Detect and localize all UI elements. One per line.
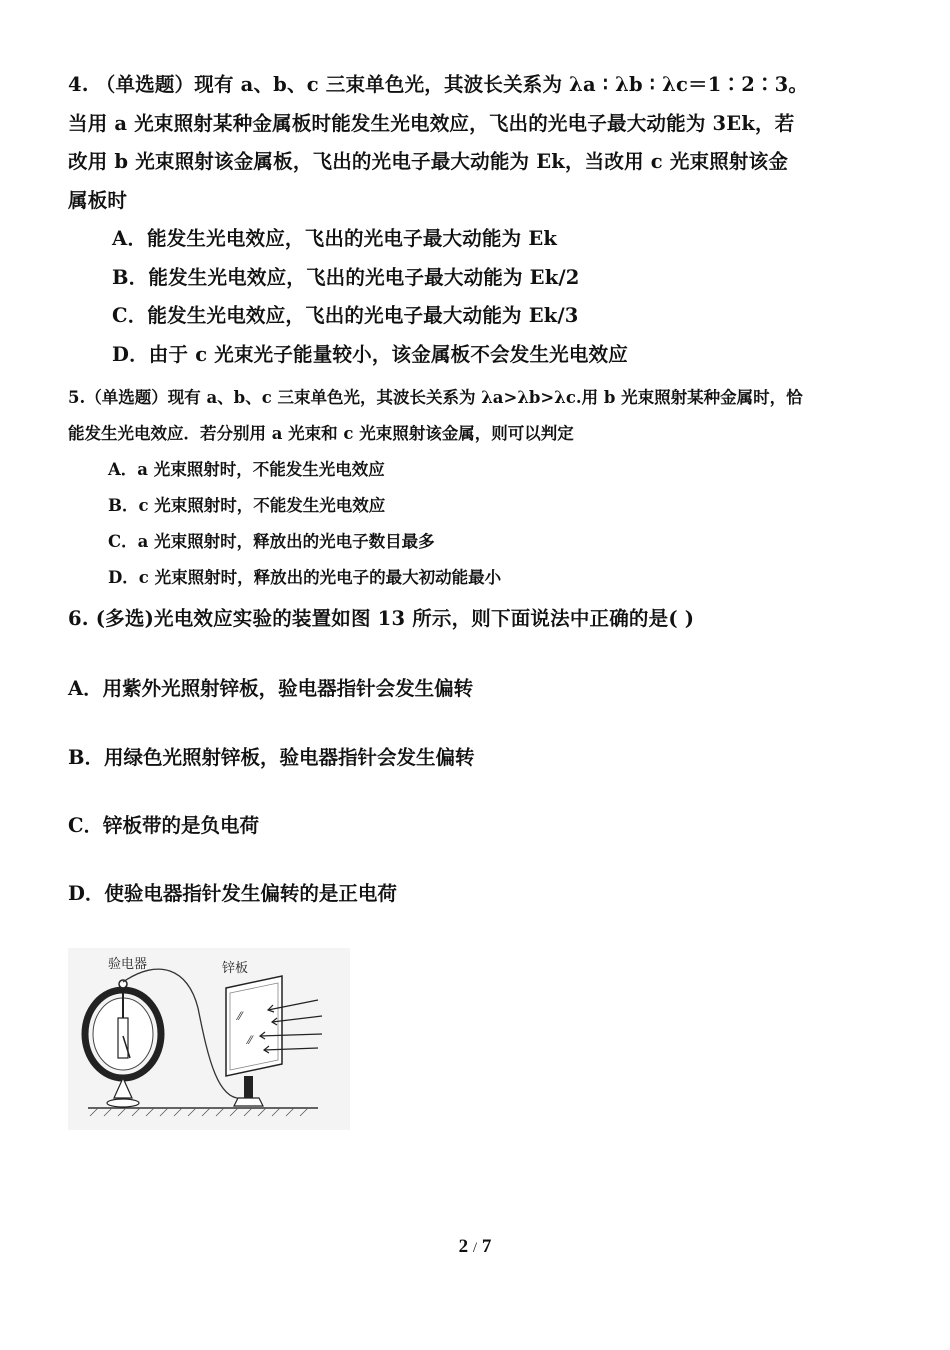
q6-option-b: B．用绿色光照射锌板，验电器指针会发生偏转 [68,746,475,769]
q6-stem-text: 6. (多选)光电效应实验的装置如图 13 所示，则下面说法中正确的是( ) [68,607,695,630]
question-5 [68,380,888,596]
zinc-plate-label: 锌板 [222,961,249,976]
electroscope [85,980,161,1107]
q4-option-c: C．能发生光电效应，飞出的光电子最大动能为 Ek/3 [112,304,579,327]
page-current: 2 [458,1236,469,1257]
q4-stem-line-1: 4. （单选题）现有 a、b、c 三束单色光，其波长关系为 λa ∶ λb ∶ λc＝1∶2∶3。 [68,73,809,96]
q4-stem-line-2: 当用 a 光束照射某种金属板时能发生光电效应，飞出的光电子最大动能为 3Ek，若 [68,111,795,135]
q5-option-b: B．c 光束照射时，不能发生光电效应 [108,496,386,515]
q6-option-d: D．使验电器指针发生偏转的是正电荷 [68,882,397,905]
page-number [0,1236,950,1258]
page-separator: / [472,1240,478,1256]
q6-option-a: A．用紫外光照射锌板，验电器指针会发生偏转 [68,677,474,700]
q5-option-d: D．c 光束照射时，释放出的光电子的最大初动能最小 [108,568,502,587]
q4-option-d: D．由于 c 光束光子能量较小，该金属板不会发生光电效应 [112,342,628,366]
zinc-plate [226,976,282,1106]
q5-stem-line-2: 能发生光电效应．若分别用 a 光束和 c 光束照射该金属，则可以判定 [68,424,574,443]
q5-stem-line-1: 5.（单选题）现有 a、b、c 三束单色光，其波长关系为 λa>λb>λc.用 b 光束照射某种金属时，恰 [68,388,803,407]
svg-text:⁄⁄: ⁄⁄ [238,1010,242,1023]
photoelectric-apparatus-figure [68,948,350,1130]
q4-stem-line-3: 改用 b 光束照射该金属板，飞出的光电子最大动能为 Ek，当改用 c 光束照射该金 [68,150,789,173]
q4-option-a: A．能发生光电效应，飞出的光电子最大动能为 Ek [112,227,558,250]
q5-option-c: C．a 光束照射时，释放出的光电子数目最多 [108,532,435,551]
page-total: 7 [481,1236,492,1257]
svg-text:⁄⁄: ⁄⁄ [248,1034,252,1047]
ground [88,1108,318,1116]
q5-option-a: A．a 光束照射时，不能发生光电效应 [108,460,385,479]
electroscope-label: 验电器 [108,957,148,972]
q4-option-b: B．能发生光电效应，飞出的光电子最大动能为 Ek/2 [112,265,580,289]
question-4 [68,66,888,374]
q6-option-c: C．锌板带的是负电荷 [68,814,260,837]
q4-stem-line-4: 属板时 [68,188,128,212]
q6-stem [68,600,888,639]
